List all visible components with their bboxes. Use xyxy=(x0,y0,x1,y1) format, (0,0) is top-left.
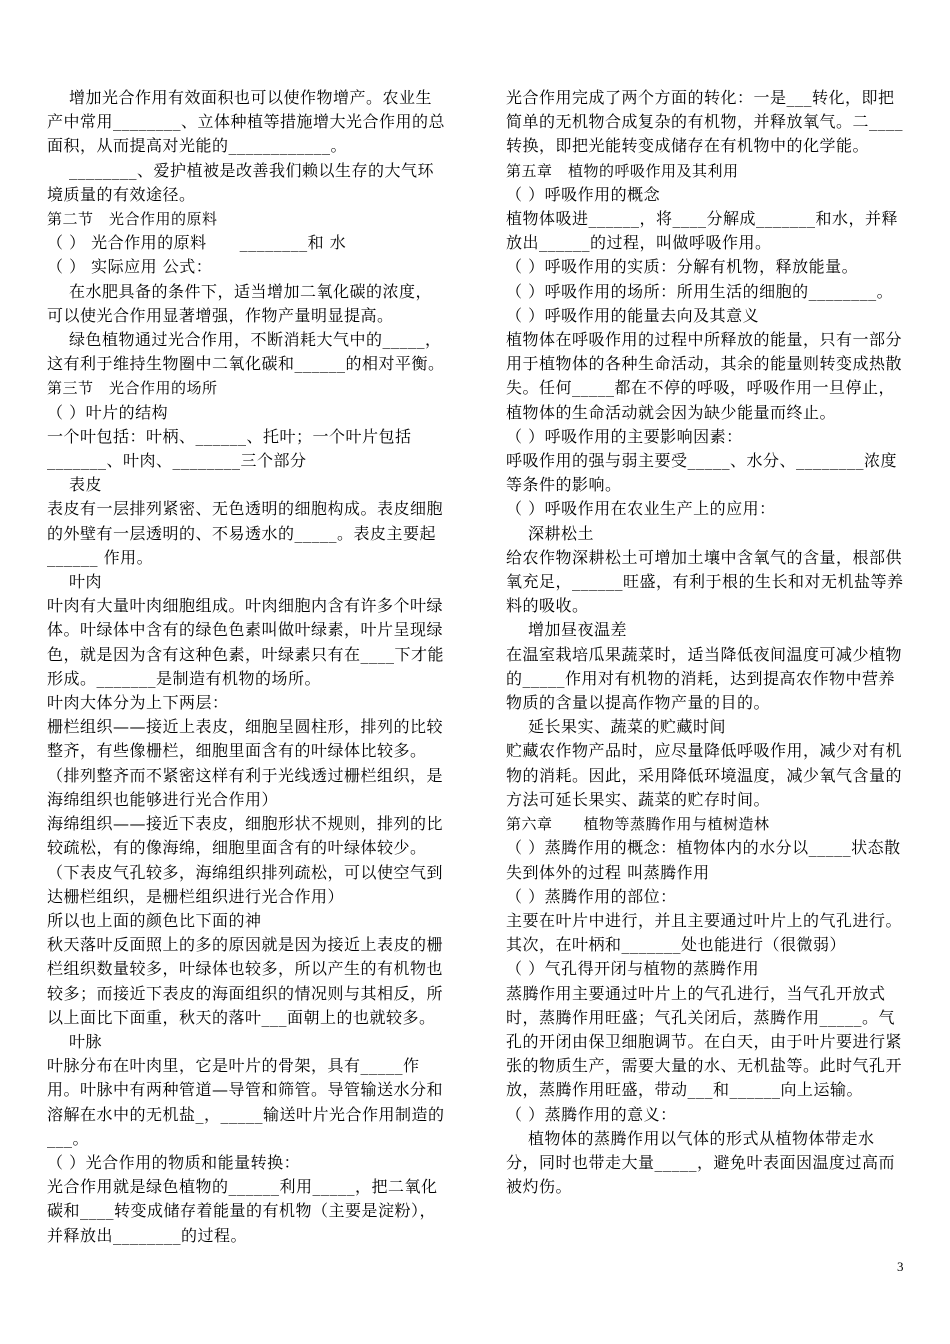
paragraph: 叶脉 xyxy=(69,1031,103,1051)
paragraph: 增加光合作用有效面积也可以使作物增产。农业生产中常用________、立体种植等措施增大光合作用的总面积，从而提高对光能的____________。 xyxy=(47,88,446,156)
paragraph: 在温室栽培瓜果蔬菜时，适当降低夜间温度可减少植物的_____作用对有机物的消耗，达到提高农作物中营养物质的含量以提高作物产量的目的。 xyxy=(506,644,903,713)
paragraph: 绿色植物通过光合作用，不断消耗大气中的_____，这有利于维持生物圈中二氧化碳和______的相对平衡。 xyxy=(47,330,445,374)
paragraph: （ ） 实际应用 公式： xyxy=(47,257,213,277)
paragraph: ________、爱护植被是改善我们赖以生存的大气环境质量的有效途径。 xyxy=(47,160,435,204)
paragraph: 叶脉分布在叶肉里，它是叶片的骨架，具有_____作用。叶脉中有两种管道—导管和筛管。导管输送水分和溶解在水中的无机盐_，_____输送叶片光合作用制造的___。 xyxy=(47,1056,445,1148)
paragraph: 表皮 xyxy=(69,475,103,495)
paragraph: （ ）蒸腾作用的部位： xyxy=(506,886,677,906)
section-heading: 第三节 光合作用的场所 xyxy=(47,379,218,398)
paragraph: （ ）呼吸作用在农业生产上的应用： xyxy=(506,499,776,519)
paragraph: 主要在叶片中进行，并且主要通过叶片上的气孔进行。其次，在叶柄和_______处也能进行（很微弱） xyxy=(506,910,903,955)
paragraph: （ ）光合作用的物质和能量转换： xyxy=(47,1152,301,1172)
paragraph: 秋天落叶反面照上的多的原因就是因为接近上表皮的栅栏组织数量较多，叶绿体也较多，所以产生的有机物也较多；而接近下表皮的海面组织的情况则与其相反，所以上面比下面重，秋天的落叶___面朝上的也就较多。 xyxy=(47,935,444,1027)
paragraph: 在水肥具备的条件下，适当增加二氧化碳的浓度，可以使光合作用显著增强，作物产量明显提高。 xyxy=(47,281,433,325)
paragraph: （ ）呼吸作用的实质：分解有机物，释放能量。 xyxy=(506,257,859,277)
paragraph: （ ）叶片的结构 xyxy=(47,402,169,422)
paragraph: 光合作用完成了两个方面的转化：一是___转化，即把简单的无机物合成复杂的有机物，并释放氧气。二____转换，即把光能转变成储存在有机物中的化学能。 xyxy=(506,88,904,156)
paragraph: 植物体吸进______，将____分解成_______和水，并释放出______的过程，叫做呼吸作用。 xyxy=(506,209,899,253)
paragraph: 呼吸作用的强与弱主要受_____、水分、________浓度等条件的影响。 xyxy=(506,451,898,495)
paragraph: （ ）呼吸作用的概念 xyxy=(506,184,661,204)
section-heading: 第五章 植物的呼吸作用及其利用 xyxy=(506,161,739,180)
paragraph: 植物体的蒸腾作用以气体的形式从植物体带走水分，同时也带走大量_____，避免叶表面因温度过高而被灼伤。 xyxy=(506,1128,896,1197)
paragraph: （ ） 光合作用的原料 ________和 水 xyxy=(47,233,347,253)
paragraph: 增加昼夜温差 xyxy=(528,620,628,640)
paragraph: 贮藏农作物产品时，应尽量降低呼吸作用，减少对有机物的消耗。因此，采用降低环境温度，减少氧气含量的方法可延长果实、蔬菜的贮存时间。 xyxy=(506,741,903,809)
paragraph: 表皮有一层排列紧密、无色透明的细胞构成。表皮细胞的外壁有一层透明的、不易透水的_____。表皮主要起______ 作用。 xyxy=(47,499,444,567)
paragraph: 光合作用就是绿色植物的______利用_____，把二氧化碳和____转变成储存着能量的有机物（主要是淀粉），并释放出________的过程。 xyxy=(47,1177,438,1245)
paragraph: 栅栏组织——接近上表皮，细胞呈圆柱形，排列的比较整齐，有些像栅栏，细胞里面含有的叶绿体比较多。（排列整齐而不紧密这样有利于光线透过栅栏组织，是海绵组织也能够进行光合作用） xyxy=(47,717,444,809)
paragraph: 叶肉有大量叶肉细胞组成。叶肉细胞内含有许多个叶绿体。叶绿体中含有的绿色色素叫做叶绿素，叶片呈现绿色，就是因为含有这种色素，叶绿素只有在____下才能形成。_______是制造有机物的场所。 xyxy=(47,596,445,688)
left-column xyxy=(47,86,445,1248)
paragraph: 叶肉 xyxy=(69,572,103,592)
page-number: 3 xyxy=(897,1259,904,1274)
paragraph: （ ）蒸腾作用的概念：植物体内的水分以_____状态散失到体外的过程 叫蒸腾作用 xyxy=(506,838,901,882)
paragraph: 海绵组织——接近下表皮，细胞形状不规则，排列的比较疏松，有的像海绵，细胞里面含有的叶绿体较少。（下表皮气孔较多，海绵组织排列疏松，可以使空气到达栅栏组织，是栅栏组织进行光合作用） xyxy=(47,814,444,906)
paragraph: （ ）呼吸作用的主要影响因素： xyxy=(506,426,743,446)
paragraph: （ ）呼吸作用的能量去向及其意义 xyxy=(506,305,760,325)
right-column xyxy=(506,86,906,1199)
section-heading: 第二节 光合作用的原料 xyxy=(47,210,218,229)
paragraph: 所以也上面的颜色比下面的神 xyxy=(47,910,262,930)
paragraph: 一个叶包括：叶柄、______、托叶；一个叶片包括_______、叶肉、________三个部分 xyxy=(47,426,412,471)
paragraph: 延长果实、蔬菜的贮藏时间 xyxy=(528,717,727,737)
paragraph: （ ）呼吸作用的场所：所用生活的细胞的________。 xyxy=(506,281,894,301)
paragraph: 蒸腾作用主要通过叶片上的气孔进行，当气孔开放式时，蒸腾作用旺盛；气孔关闭后，蒸腾作用_____。气孔的开闭由保卫细胞调节。在白天，由于叶片要进行紧张的物质生产，需要大量的水、无机盐等。此时气孔开放，蒸腾作用旺盛，带动___和______向上运输。 xyxy=(506,983,903,1100)
paragraph: （ ）蒸腾作用的意义： xyxy=(506,1104,677,1124)
paragraph: 叶肉大体分为上下两层： xyxy=(47,693,229,713)
paragraph: 植物体在呼吸作用的过程中所释放的能量，只有一部分用于植物体的各种生命活动，其余的能量则转变成热散失。任何_____都在不停的呼吸，呼吸作用一旦停止，植物体的生命活动就会因为缺少能量而终止。 xyxy=(506,330,903,422)
section-heading: 第六章 植物等蒸腾作用与植树造林 xyxy=(506,815,770,834)
paragraph: 深耕松土 xyxy=(528,523,595,543)
paragraph: （ ）气孔得开闭与植物的蒸腾作用 xyxy=(506,959,760,979)
paragraph: 给农作物深耕松土可增加土壤中含氧气的含量，根部供氧充足，______旺盛，有利于根的生长和对无机盐等养料的吸收。 xyxy=(506,547,904,616)
